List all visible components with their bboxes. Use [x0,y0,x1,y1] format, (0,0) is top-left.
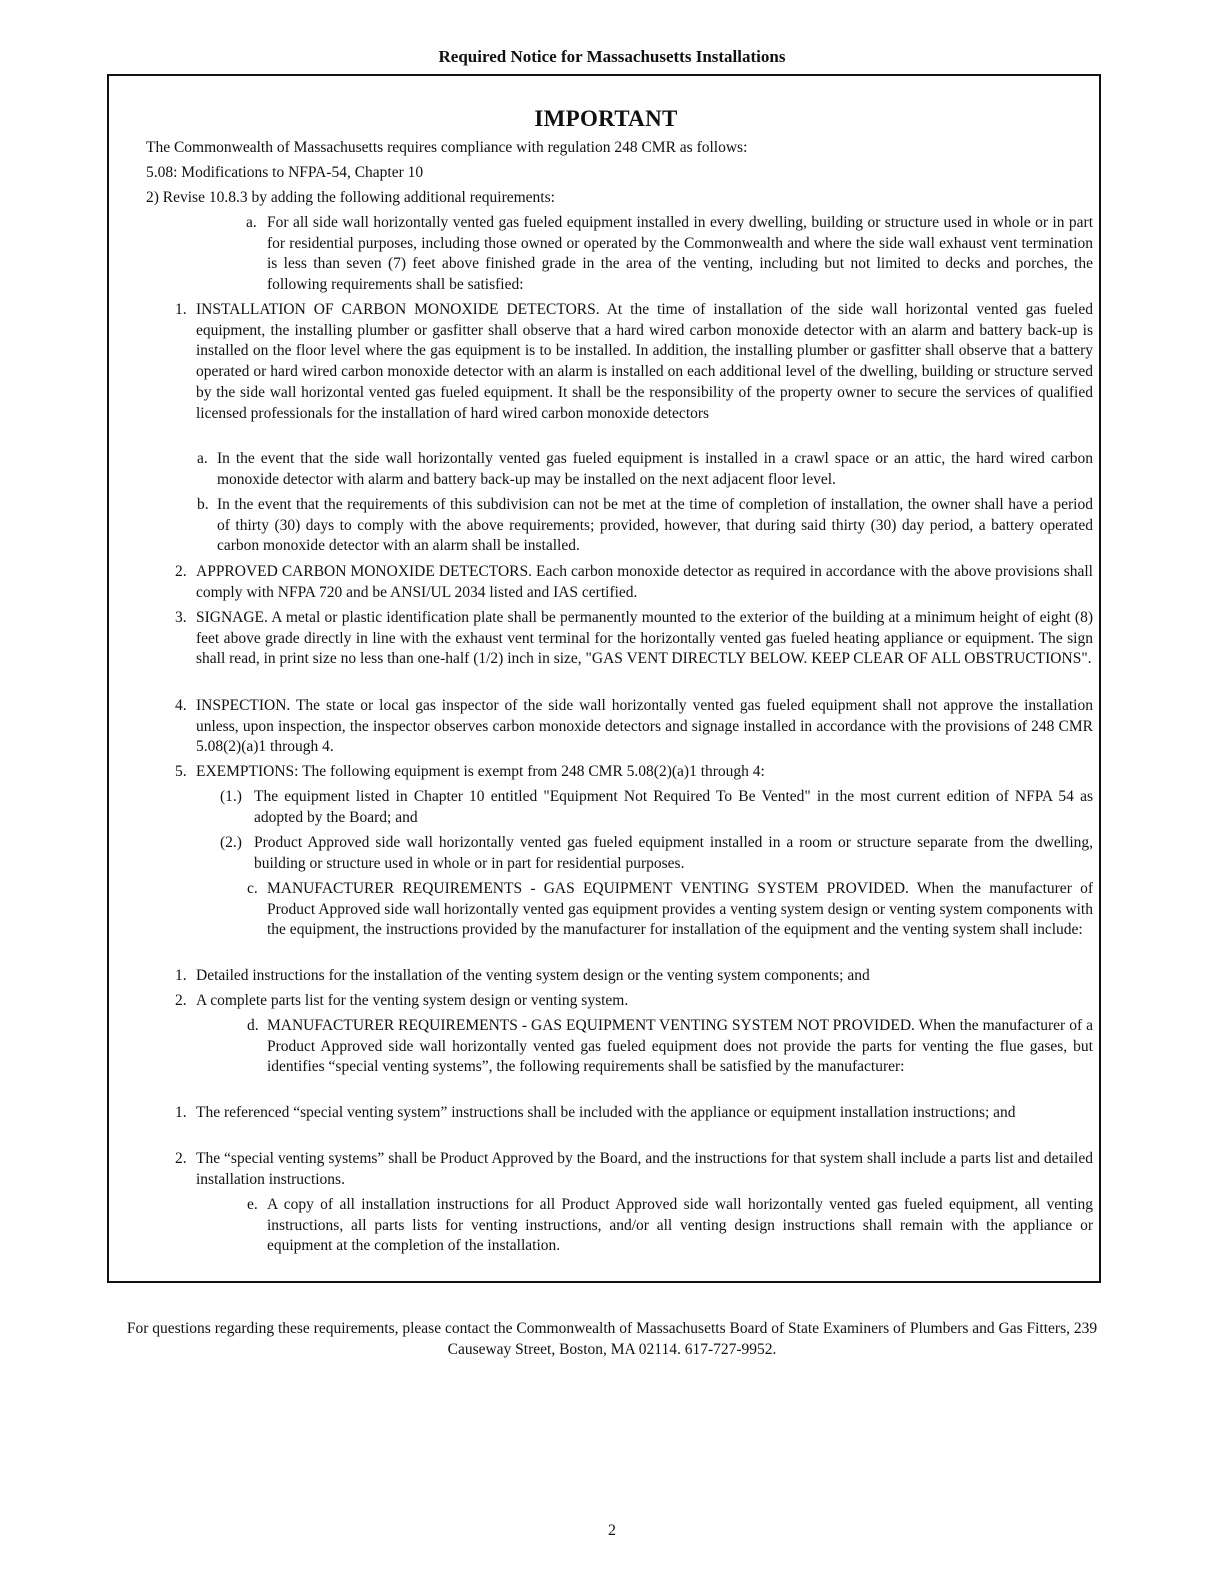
item-1a-label: a. [197,450,208,467]
d-item-1-label: 1. [175,1104,187,1121]
page-header: Required Notice for Massachusetts Installations [438,47,786,66]
item-1b-text: In the event that the requirements of this subdivision can not be met at the time of completion of installation, the owner shall have a period of thirty (30) days to comply with the above requirements; provided, however, that during said thirty (30) day period, a battery operated carbon monoxide detector with an alarm shall be installed. [217,496,1093,555]
item-4-text: INSPECTION. The state or local gas inspector of the side wall horizontally vented gas fueled equipment shall not approve the installation unless, upon inspection, the inspector observes carbon monoxide detectors and signage installed in accordance with the provisions of 248 CMR 5.08(2)(a)1 through 4. [196,697,1093,756]
item-1 [175,300,1093,424]
para-a [246,213,1093,296]
contact-footer: For questions regarding these requirements, please contact the Commonwealth of Massachusetts Board of State Examiners of Plumbers and Gas Fitters, 239 Causeway Street, Boston, MA 02114. 617-727-9952. [126,1320,1098,1358]
para-d [247,1016,1093,1078]
item-1-label: 1. [175,301,187,318]
d-item-2 [175,1149,1093,1190]
c-item-2 [175,991,1093,1012]
item-1a [197,449,1093,490]
item-3-text: SIGNAGE. A metal or plastic identification plate shall be permanently mounted to the exterior of the building at a minimum height of eight (8) feet above grade directly in line with the exhaust vent terminal for the horizontally vented gas fueled heating appliance or equipment. The sign shall read, in print size no less than one-half (1/2) inch in size, "GAS VENT DIRECTLY BELOW. KEEP CLEAR OF ALL OBSTRUCTIONS". [196,609,1093,668]
item-5-label: 5. [175,763,187,780]
para-c-text: MANUFACTURER REQUIREMENTS - GAS EQUIPMENT VENTING SYSTEM PROVIDED. When the manufacturer of Product Approved side wall horizontally vented gas equipment provides a venting system design or venting system components with the equipment, the instructions provided by the manufacturer for installation of the equipment and the venting system shall include: [267,880,1093,939]
para-e-label: e. [247,1196,258,1213]
item-5-2 [220,833,1093,874]
c-item-1-text: Detailed instructions for the installation of the venting system design or the venting system components; and [196,967,870,984]
item-1a-text: In the event that the side wall horizontally vented gas fueled equipment is installed in a crawl space or an attic, the hard wired carbon monoxide detector with alarm and battery back-up may be installed on the next adjacent floor level. [217,450,1093,488]
intro-line-2: 5.08: Modifications to NFPA-54, Chapter 10 [146,164,424,181]
para-e-text: A copy of all installation instructions for all Product Approved side wall horizontally vented gas fueled equipment, all venting instructions, all parts lists for venting instructions, and/or all venting design instructions shall remain with the appliance or equipment at the completion of the installation. [267,1196,1093,1255]
c-item-1-label: 1. [175,967,187,984]
item-5 [175,762,1093,783]
item-4 [175,696,1093,758]
para-c [247,879,1093,941]
para-a-text: For all side wall horizontally vented gas fueled equipment installed in every dwelling, building or structure used in whole or in part for residential purposes, including those owned or operated by the Commonwealth and where the side wall exhaust vent termination is less than seven (7) feet above finished grade in the area of the venting, including but not limited to decks and porches, the following requirements shall be satisfied: [267,214,1093,294]
item-1b [197,495,1093,557]
item-5-text: EXEMPTIONS: The following equipment is exempt from 248 CMR 5.08(2)(a)1 through 4: [196,763,765,780]
notice-box [107,74,1101,1283]
item-2-text: APPROVED CARBON MONOXIDE DETECTORS. Each carbon monoxide detector as required in accordance with the above provisions shall comply with NFPA 720 and be ANSI/UL 2034 listed and IAS certified. [196,563,1093,601]
para-d-label: d. [247,1017,259,1034]
para-e [247,1195,1093,1257]
para-c-label: c. [247,880,258,897]
item-2-label: 2. [175,563,187,580]
item-3 [175,608,1093,670]
intro-line-1: The Commonwealth of Massachusetts requires compliance with regulation 248 CMR as follows: [146,139,748,156]
item-5-2-label: (2.) [220,834,242,851]
c-item-2-text: A complete parts list for the venting system design or venting system. [196,992,629,1009]
d-item-1 [175,1103,1093,1124]
item-1b-label: b. [197,496,209,513]
item-1-text: INSTALLATION OF CARBON MONOXIDE DETECTORS. At the time of installation of the side wall horizontal vented gas fueled equipment, the installing plumber or gasfitter shall observe that a hard wired carbon monoxide detector with an alarm and battery back-up is installed on the floor level where the gas equipment is to be installed. In addition, the installing plumber or gasfitter shall observe that a battery operated or hard wired carbon monoxide detector with an alarm is installed on each additional level of the dwelling, building or structure served by the side wall horizontal vented gas fueled equipment. It shall be the responsibility of the property owner to secure the services of qualified licensed professionals for the installation of hard wired carbon monoxide detectors [196,301,1093,422]
d-item-2-label: 2. [175,1150,187,1167]
item-5-1-label: (1.) [220,788,242,805]
item-5-2-text: Product Approved side wall horizontally vented gas fueled equipment installed in a room or structure separate from the dwelling, building or structure used in whole or in part for residential purposes. [254,834,1093,872]
item-3-label: 3. [175,609,187,626]
item-5-1-text: The equipment listed in Chapter 10 entitled "Equipment Not Required To Be Vented" in the most current edition of NFPA 54 as adopted by the Board; and [254,788,1093,826]
intro-line-3: 2) Revise 10.8.3 by adding the following additional requirements: [146,189,555,206]
d-item-2-text: The “special venting systems” shall be Product Approved by the Board, and the instructions for that system shall include a parts list and detailed installation instructions. [196,1150,1093,1188]
para-d-text: MANUFACTURER REQUIREMENTS - GAS EQUIPMENT VENTING SYSTEM NOT PROVIDED. When the manufacturer of a Product Approved side wall horizontally vented gas fueled equipment does not provide the parts for venting the flue gases, but identifies “special venting systems”, the following requirements shall be satisfied by the manufacturer: [267,1017,1093,1076]
page-number: 2 [608,1522,616,1539]
para-a-label: a. [246,214,257,231]
notice-title: IMPORTANT [534,106,678,131]
c-item-1 [175,966,1093,987]
item-2 [175,562,1093,603]
item-5-1 [220,787,1093,828]
item-4-label: 4. [175,697,187,714]
c-item-2-label: 2. [175,992,187,1009]
d-item-1-text: The referenced “special venting system” instructions shall be included with the appliance or equipment installation instructions; and [196,1104,1016,1121]
